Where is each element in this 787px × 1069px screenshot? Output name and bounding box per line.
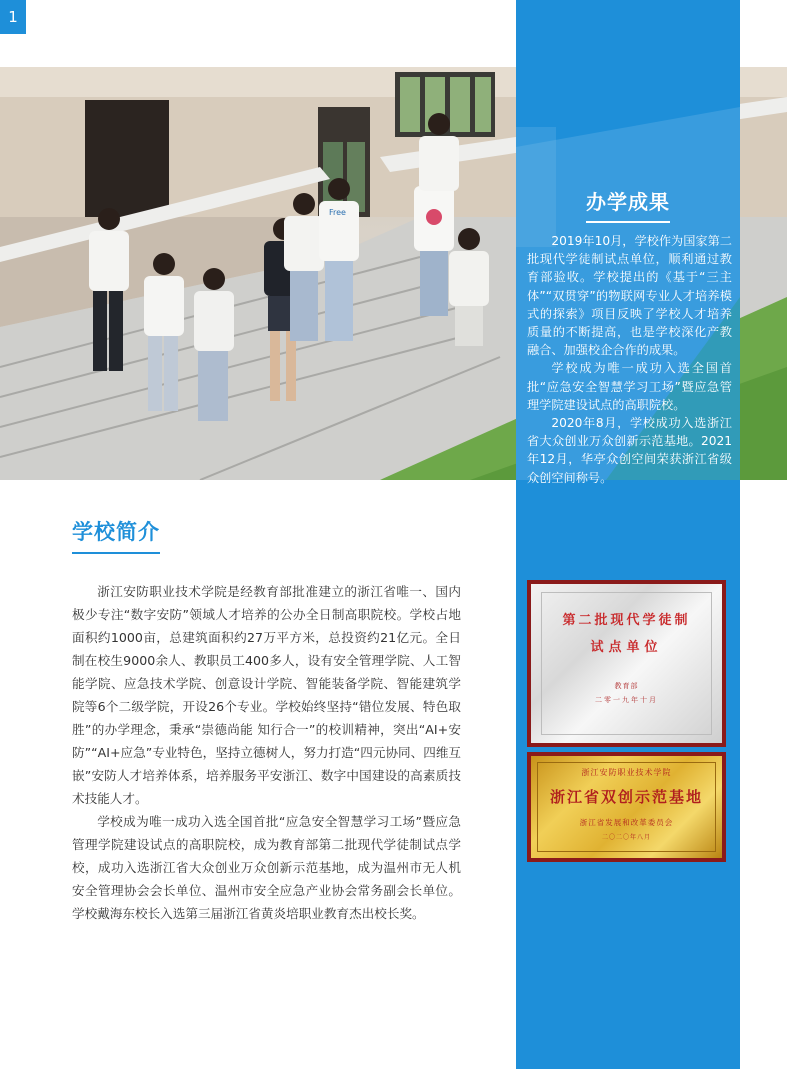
intro-body xyxy=(72,580,461,925)
results-paragraph: 2019年10月，学校作为国家第二批现代学徒制试点单位，顺利通过教育部验收。学校提出的《基于“三主体”“双贯穿”的物联网专业人才培养模式的探索》项目反映了学校人才培养质量的不断提高，也是学校深化产教融合、加强校企合作的成果。 xyxy=(527,234,732,358)
results-body xyxy=(527,232,732,487)
plaque-title: 浙江省双创示范基地 xyxy=(549,788,703,806)
plaque-title-line1: 第二批现代学徒制 xyxy=(562,612,691,628)
results-paragraph: 2020年8月，学校成功入选浙江省大众创业万众创新示范基地。2021年12月，华亭众创空间荣获浙江省级众创空间称号。 xyxy=(527,416,732,485)
apprenticeship-pilot-plaque xyxy=(527,580,726,747)
intro-paragraph: 学校成为唯一成功入选全国首批“应急安全智慧学习工场”暨应急管理学院建设试点的高职院校，成为教育部第二批现代学徒制试点学校，成功入选浙江省大众创业万众创新示范基地，成为温州市无人机安全管理协会会长单位、温州市安全应急产业协会常务副会长单位。学校戴海东校长入选第三届浙江省黄炎培职业教育杰出校长奖。 xyxy=(72,814,461,921)
results-heading xyxy=(516,186,740,223)
shirt-text: Free xyxy=(329,208,346,217)
intro-paragraph: 浙江安防职业技术学院是经教育部批准建立的浙江省唯一、国内极少专注“数字安防”领域人才培养的公办全日制高职院校。学校占地面积约1000亩，总建筑面积约27万平方米，总投资约21亿元。全日制在校生9000余人、教职员工400多人，设有安全管理学院、人工智能学院、应急技术学院、创意设计学院、智能装备学院、智能建筑学院等6个二级学院，开设26个专业。学校始终坚持“错位发展、特色取胜”的办学理念，秉承“崇德尚能 知行合一”的校训精神，突出“AI+安防”“AI+应急”专业特色，坚持立德树人，努力打造“四元协同、四维互嵌”安防人才培养体系，培养服务平安浙江、数字中国建设的高素质技术技能人才。 xyxy=(72,584,462,806)
page-number: 1 xyxy=(0,0,26,34)
plaque-issuer: 教育部 xyxy=(614,681,639,690)
intro-title: 学校简介 xyxy=(72,516,160,554)
results-paragraph: 学校成为唯一成功入选全国首批“应急安全智慧学习工场”暨应急管理学院建设试点的高职院校。 xyxy=(527,361,732,412)
innovation-base-plaque xyxy=(527,752,726,862)
plaque-issuer: 浙江省发展和改革委员会 xyxy=(579,818,674,827)
intro-heading xyxy=(72,516,160,554)
results-title: 办学成果 xyxy=(586,186,670,223)
plaque-date: 二〇二〇年八月 xyxy=(601,834,651,841)
plaque-date: 二零一九年十月 xyxy=(595,695,658,704)
plaque-title-line2: 试点单位 xyxy=(590,639,663,655)
plaque-school: 浙江安防职业技术学院 xyxy=(581,768,672,777)
